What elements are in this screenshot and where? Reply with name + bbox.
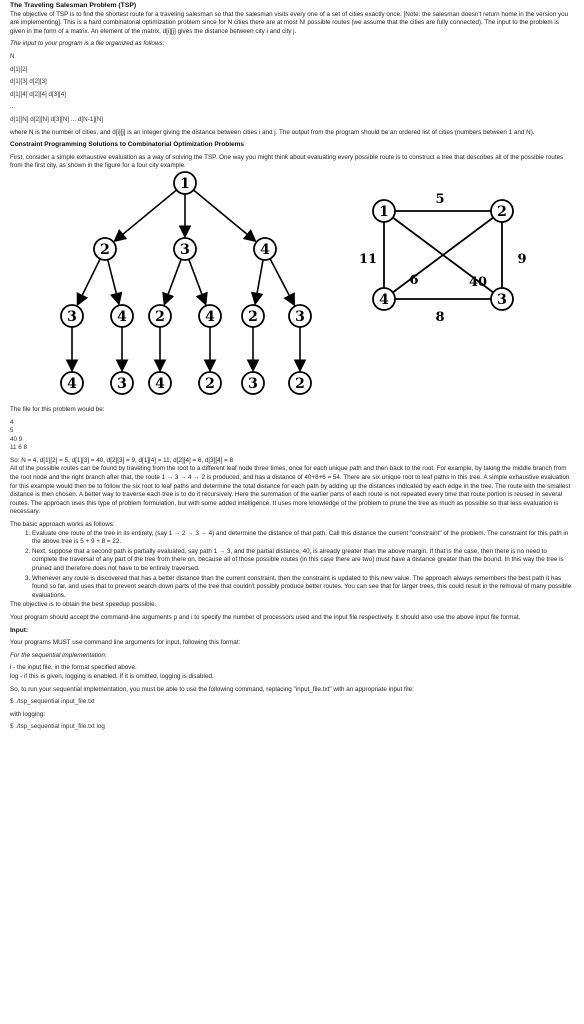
tree-level2-node [199, 305, 221, 327]
svg-text:3: 3 [497, 291, 507, 308]
file-intro: The file for this problem would be: [10, 405, 105, 413]
tree-level2-node [111, 305, 133, 327]
page-title: The Traveling Salesman Problem (TSP) [10, 2, 137, 9]
input-organized-text: The input to your program is a file organized as follows: [10, 40, 165, 48]
svg-text:2: 2 [248, 308, 258, 325]
tree-edge-arrow [255, 260, 263, 302]
accept-paragraph: Your program should accept the command-line arguments p and i to specify the number of processors used and the input file respectively. It should also use the above input file format. [10, 613, 521, 621]
command-2: $ ./tsp_sequential input_file.txt log [10, 723, 105, 731]
so-run-text: So, to run your sequential implementation, you must be able to use the following command, replacing "input_file.txt" with an appropriate input file: [10, 685, 414, 693]
tree-root-node [174, 172, 196, 194]
svg-text:2: 2 [497, 203, 507, 220]
so-line: So: N = 4, d[1][2] = 5, d[1][3] = 40, d[2][3] = 9, d[1][4] = 11, d[2][4] = 6, d[3][4] = 8 [10, 456, 234, 464]
svg-text:4: 4 [117, 308, 127, 325]
intro-paragraph: The objective of TSP is to find the shortest route for a traveling salesman so that the salesman visits every one of a set of cities exactly once. [Note: the salesman doesn't return home in the version you are implementing]. This is a hard combinatorial optimization problem since for N cities there are at most N! possible routes (we assume that the cities are fully connected). The input to the problem is given in the form of a matrix. An element of the matrix, d[i][j] gives the distance between city i and city j. [10, 10, 569, 35]
tree-level3-node [242, 372, 264, 394]
tree-level2-node [149, 305, 171, 327]
step-2: 2. Next, suppose that a second path is partially evaluated, say path 1 → 3, and the partial distance, 40, is already greater than the above margin. If that is the case, then there is no need to complete the traversal of any part of the tree from there on, because all of those possible routes (in this case there are two) must have a distance greater than the bound. In this way the tree is pruned and therefore does not have to be entirely traversed. [32, 548, 574, 574]
svg-text:4: 4 [260, 241, 270, 258]
svg-text:3: 3 [180, 241, 190, 258]
city-node-3 [491, 288, 513, 310]
tsp-figure [10, 171, 574, 406]
tree-edge-arrow [270, 259, 293, 304]
arg-log-text: log - if this is given, logging is enabled. If it is omitted, logging is disabled. [10, 672, 214, 680]
format-line-1: d[1][2] [10, 65, 28, 73]
tree-level2-node [61, 305, 83, 327]
edge-weight-label: 8 [435, 309, 445, 325]
city-node-1 [373, 200, 395, 222]
format-line-n: N [10, 52, 15, 60]
edge-weight-label: 6 [409, 272, 419, 288]
where-paragraph: where N is the number of cities, and d[i][j] is an integer giving the distance between cities i and j. The output from the program should be an ordered list of cities (numbers between 1 and N). [10, 128, 535, 136]
tree-level1-node [94, 238, 116, 260]
objective-text: The objective is to obtain the best speedup possible. [10, 601, 157, 609]
file-line-4: 11 6 8 [10, 444, 28, 452]
input-heading: Input: [10, 626, 29, 634]
cp-paragraph: First, consider a simple exhaustive evaluation as a way of solving the TSP. One way you might think about evaluating every possible route is to construct a tree that describes all of the possible routes from the first city, as shown in the figure for a four city example. [10, 153, 564, 170]
format-line-ellipsis: ... [10, 103, 16, 111]
svg-text:3: 3 [117, 375, 127, 392]
svg-text:2: 2 [155, 308, 165, 325]
tree-level1-node [174, 238, 196, 260]
tree-level3-node [289, 372, 311, 394]
svg-text:1: 1 [379, 203, 389, 220]
with-logging-text: with logging: [10, 710, 46, 718]
basic-approach: The basic approach works as follows: [10, 521, 115, 529]
city-node-4 [373, 288, 395, 310]
tree-level3-node [111, 372, 133, 394]
tree-edge-arrow [189, 259, 205, 303]
cp-heading: Constraint Programming Solutions to Combinatorial Optimization Problems [10, 141, 245, 149]
svg-text:3: 3 [295, 308, 305, 325]
edge-weight-label: 5 [435, 191, 445, 207]
figure-area [10, 171, 574, 406]
format-line-last: d[1][N] d[2][N] d[3][N] ... d[N-1][N] [10, 115, 104, 123]
svg-text:1: 1 [180, 175, 190, 192]
step-3: 3. Whenever any route is discovered that has a better distance than the current constraint, then the constraint is updated to this new value. The approach always remembers the best path it has found so far, and uses that to prevent search down parts of the tree that couldn't possibly produce better routes. You can see that for larger trees, this could result in the removal of many possible evaluations. [32, 575, 574, 601]
format-line-2: d[1][3] d[2][3] [10, 78, 47, 86]
tree-edge-arrow [193, 190, 254, 240]
svg-text:3: 3 [67, 308, 77, 325]
svg-text:2: 2 [295, 375, 305, 392]
svg-text:2: 2 [205, 375, 215, 392]
arg-i-text: i - the input file, in the format specified above. [10, 664, 137, 672]
tree-level3-node [61, 372, 83, 394]
tree-edge-arrow [78, 259, 100, 304]
tree-edge-arrow [108, 260, 119, 303]
tree-level1-node [254, 238, 276, 260]
svg-text:4: 4 [155, 375, 165, 392]
tree-edge-arrow [165, 259, 181, 303]
svg-text:2: 2 [100, 241, 110, 258]
tree-level3-node [149, 372, 171, 394]
command-1: $ ./tsp_sequential input_file.txt [10, 698, 95, 706]
step-1: 1. Evaluate one route of the tree in its entirety, (say 1 → 2 → 3 → 4) and determine the distance of that path. Call this distance the current "constraint" of the problem. The constraint for this path in the above tree is 5 + 9 + 8 = 22. [32, 530, 574, 547]
all-routes-paragraph: All of the possible routes can be found by traveling from the root to a different leaf node three times, once for each unique path and then back to the root. For example, by taking the middle branch from the root node and the right branch after that, the route 1 → 3 → 4 → 2 is produced, and has a distance of 40+8+6 = 54. There are six unique root to leaf paths in this tree. A simple exhaustive evaluation for this example would then be to follow the six root to leaf paths and determine the total distance for each path by adding up the distances indicated by each edge in the tree. The route with the smallest distance is then chosen. A better way to traverse each tree is to do it recursively. Here the summation of the earlier parts of each route is not repeated every time that route portion is reused in several routes. The approach uses this type of problem formulation, but with some added intelligence. It uses more knowledge of the problem to prune the tree as much as possible so that less evaluation is necessary. [10, 465, 571, 516]
city-graph [359, 192, 527, 325]
svg-text:4: 4 [205, 308, 215, 325]
city-node-2 [491, 200, 513, 222]
svg-text:3: 3 [248, 375, 258, 392]
svg-text:4: 4 [67, 375, 77, 392]
steps-list [10, 530, 574, 601]
format-line-3: d[1][4] d[2][4] d[3][4] [10, 90, 67, 98]
edge-weight-label: 40 [468, 274, 488, 290]
file-line-3: 40 9 [10, 435, 23, 443]
file-line-1: 4 [10, 418, 14, 426]
edge-weight-label: 11 [358, 251, 378, 267]
file-line-2: 5 [10, 427, 14, 435]
edge-weight-label: 9 [517, 251, 527, 267]
tree-level2-node [289, 305, 311, 327]
svg-text:4: 4 [379, 291, 389, 308]
tree-edge-arrow [116, 190, 177, 240]
tree-level3-node [199, 372, 221, 394]
tree-level2-node [242, 305, 264, 327]
must-use-text: Your programs MUST use command line arguments for input, following this format: [10, 639, 241, 647]
sequential-label: For the sequential implementation: [10, 651, 107, 659]
